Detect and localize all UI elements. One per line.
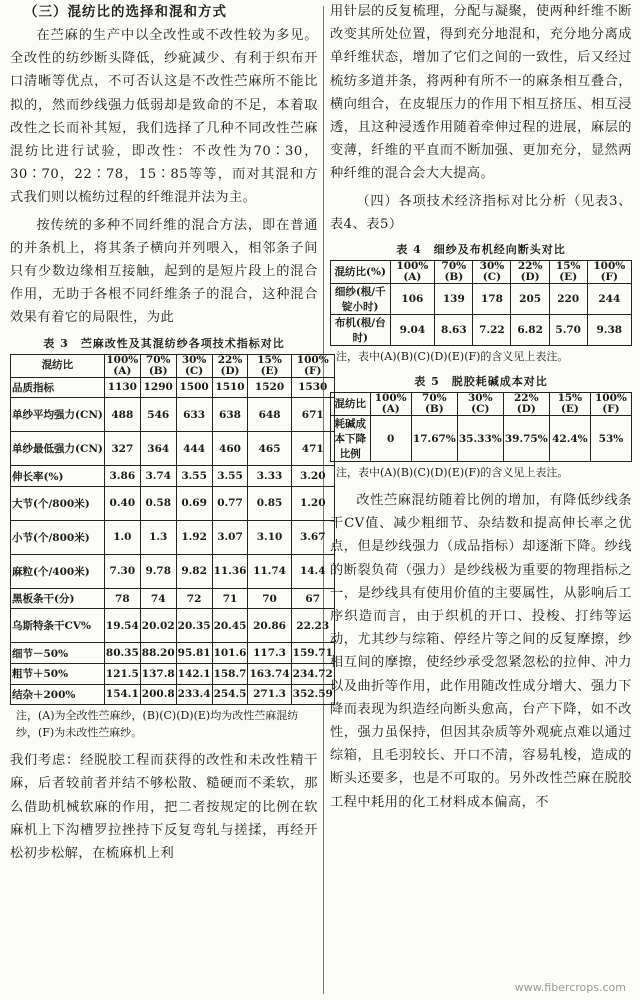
left-column xyxy=(10,0,333,865)
table-cell: 3.33 xyxy=(248,466,291,487)
column-header: 100%(F) xyxy=(291,354,334,377)
table3 xyxy=(10,354,335,706)
table-cell: 20.45 xyxy=(212,609,248,643)
table-cell: 1.0 xyxy=(104,520,140,554)
row-label: 乌斯特条干CV% xyxy=(11,609,105,643)
column-header: 30%(C) xyxy=(473,261,511,284)
table-cell: 17.67% xyxy=(411,416,457,462)
table-cell: 7.30 xyxy=(104,554,140,588)
column-header: 30%(C) xyxy=(457,393,503,416)
row-label: 细纱(根/千锭小时) xyxy=(331,284,391,315)
column-header: 22%(D) xyxy=(511,261,549,284)
table-cell: 67 xyxy=(291,588,334,609)
table-cell: 178 xyxy=(473,284,511,315)
table4-note: 注，表中(A)(B)(C)(D)(E)(F)的含义见上表注。 xyxy=(336,350,569,364)
table-row xyxy=(11,520,335,554)
table4 xyxy=(330,260,632,346)
row-label: 品质指标 xyxy=(11,377,105,398)
table5-caption: 表 5 脱胶耗碱成本对比 xyxy=(414,375,548,389)
table-cell: 3.86 xyxy=(104,466,140,487)
table-cell: 1130 xyxy=(104,377,140,398)
table-cell: 163.74 xyxy=(248,664,291,685)
table-row xyxy=(11,554,335,588)
column-header: 100%(A) xyxy=(390,261,435,284)
table-cell: 20.02 xyxy=(140,609,176,643)
table-cell: 3.55 xyxy=(212,466,248,487)
table-cell: 244 xyxy=(587,284,631,315)
table-cell: 1.20 xyxy=(291,486,334,520)
table-cell: 3.67 xyxy=(291,520,334,554)
table-row xyxy=(11,609,335,643)
table5 xyxy=(330,392,632,462)
table-cell: 159.71 xyxy=(291,643,334,664)
table-cell: 70 xyxy=(248,588,291,609)
table-cell: 78 xyxy=(104,588,140,609)
column-header: 15%(E) xyxy=(549,393,590,416)
column-header: 100%(F) xyxy=(587,261,631,284)
table-cell: 95.81 xyxy=(176,643,212,664)
table-row xyxy=(331,315,632,346)
table-cell: 19.54 xyxy=(104,609,140,643)
table-row xyxy=(331,284,632,315)
row-label: 大节(个/800米) xyxy=(11,486,105,520)
table-cell: 3.74 xyxy=(140,466,176,487)
table-cell: 106 xyxy=(390,284,435,315)
table3-note: 注，(A)为全改性苎麻纱，(B)(C)(D)(E)均为改性苎麻混纺纱，(F)为未改性苎麻纱。 xyxy=(16,709,299,740)
table-cell: 101.6 xyxy=(212,643,248,664)
table-cell: 1290 xyxy=(140,377,176,398)
table5-note: 注，表中(A)(B)(C)(D)(E)(F)的含义见上表注。 xyxy=(336,466,569,480)
column-header: 70%(B) xyxy=(140,354,176,377)
table-cell: 88.20 xyxy=(140,643,176,664)
table-cell: 20.86 xyxy=(248,609,291,643)
right-column xyxy=(330,0,632,814)
table-cell: 39.75% xyxy=(503,416,549,462)
column-header: 15%(E) xyxy=(248,354,291,377)
table4-caption: 表 4 细纱及布机经向断头对比 xyxy=(396,243,566,257)
table-cell: 14.4 xyxy=(291,554,334,588)
table-cell: 633 xyxy=(176,398,212,432)
header-label: 混纺比 xyxy=(331,393,371,416)
column-header: 100%(A) xyxy=(106,353,139,377)
table-cell: 3.20 xyxy=(291,466,334,487)
row-label: 麻粒(个/400米) xyxy=(11,554,105,588)
table-row xyxy=(11,588,335,609)
table-cell: 1500 xyxy=(176,377,212,398)
table-cell: 1.3 xyxy=(140,520,176,554)
table-cell: 200.8 xyxy=(140,684,176,705)
table-cell: 364 xyxy=(140,432,176,466)
table-cell: 352.59 xyxy=(291,684,334,705)
row-label: 黑板条干(分) xyxy=(11,588,105,609)
section-heading-4: （四）各项技术经济指标对比分析（见表3、表4、表5） xyxy=(330,193,632,232)
table-cell: 233.4 xyxy=(176,684,212,705)
table-cell: 638 xyxy=(212,398,248,432)
table-row xyxy=(11,398,335,432)
table-row xyxy=(11,664,335,685)
table-cell: 53% xyxy=(590,416,631,462)
table-header-row xyxy=(11,354,335,377)
table-row xyxy=(11,377,335,398)
column-header: 100%(A) xyxy=(370,393,411,416)
column-header: 15%(E) xyxy=(549,261,587,284)
table-cell: 671 xyxy=(291,398,334,432)
left-paragraph-3: 我们考虑：经脱胶工程而获得的改性和未改性精干麻，后者较前者并结不够松散、糙硬而不柔软，那么借助机械软麻的作用，把二者按规定的比例在软麻机上下沟槽罗拉挫持下反复弯轧与搓揉，再经开松初步松解，在梳麻机上利 xyxy=(10,753,318,862)
table-cell: 648 xyxy=(248,398,291,432)
table-cell: 1.92 xyxy=(176,520,212,554)
table-cell: 271.3 xyxy=(248,684,291,705)
column-header: 100%(F) xyxy=(590,393,631,416)
table-cell: 3.07 xyxy=(212,520,248,554)
table-cell: 0.85 xyxy=(248,486,291,520)
table-cell: 137.8 xyxy=(140,664,176,685)
table-cell: 9.38 xyxy=(587,315,631,346)
table-cell: 9.04 xyxy=(390,315,435,346)
table-cell: 9.82 xyxy=(176,554,212,588)
table-cell: 0 xyxy=(370,416,411,462)
table-row xyxy=(11,466,335,487)
table-cell: 205 xyxy=(511,284,549,315)
table-cell: 7.22 xyxy=(473,315,511,346)
row-label: 单纱最低强力(CN) xyxy=(11,432,105,466)
table-cell: 546 xyxy=(140,398,176,432)
table-cell: 72 xyxy=(176,588,212,609)
table-cell: 74 xyxy=(140,588,176,609)
row-label: 粗节＋50% xyxy=(11,664,105,685)
table-cell: 6.82 xyxy=(511,315,549,346)
table-cell: 9.78 xyxy=(140,554,176,588)
row-label: 伸长率(%) xyxy=(11,466,105,487)
table-header-row xyxy=(331,393,632,416)
table-cell: 20.35 xyxy=(176,609,212,643)
table-cell: 465 xyxy=(248,432,291,466)
header-label: 混纺比(%) xyxy=(331,261,391,284)
column-header: 22%(D) xyxy=(503,393,549,416)
table-cell: 11.74 xyxy=(248,554,291,588)
table-cell: 0.40 xyxy=(104,486,140,520)
table-cell: 8.63 xyxy=(435,315,473,346)
table-cell: 1520 xyxy=(248,377,291,398)
row-label: 细节－50% xyxy=(11,643,105,664)
table-cell: 327 xyxy=(104,432,140,466)
right-paragraph-2: 改性苎麻混纺随着比例的增加，有降低纱线条干CV值、减少粗细节、杂结数和提高伸长率之优点，但是纱线强力（成品指标）却逐渐下降。纱线的断裂负荷（强力）是纱线极为重要的物理指标之一，是纱线具有使用价值的主要属性，从影响后工序织造而言，由于织机的开口、投梭、打纬等运动，尤其纱与综箱、停经片等之间的反复摩擦，纱相互间的摩擦，使经纱承受忽紧忽松的拉伸、冲力以及曲折等作用，此作用随改性成分增大、强力下降而表现为织造经向断头愈高，台产下降，如不改性，强力虽保持，但因其杂质等外观疵点难以通过综箱，且毛羽较长、开口不清，容易轧梭，造成的断头还要多，也是不可取的。另外改性苎麻在脱胶工程中耗用的化工材料成本偏高，不 xyxy=(330,493,632,810)
table-cell: 471 xyxy=(291,432,334,466)
table-cell: 1530 xyxy=(291,377,334,398)
table3-caption: 表 3 苎麻改性及其混纺纱各项技术指标对比 xyxy=(43,336,285,350)
right-paragraph-1: 用针层的反复梳理，分配与凝聚，使两种纤维不断改变其所处位置，得到充分地混和，充分地分离成单纤维状态，增加了它们之间的一致性，后又经过梳纺多道并条，将两种有所不一的麻条相互叠合，横向组合，在皮辊压力的作用下相互挤压、相互浸透，且这种浸透作用随着牵伸过程的进展，麻层的变薄，纤维的平直而不断加强、更加充分，显然两种纤维的混合会大大提高。 xyxy=(330,4,632,182)
table-cell: 460 xyxy=(212,432,248,466)
watermark: www.fibercrops.com xyxy=(514,981,626,994)
table-cell: 234.72 xyxy=(291,664,334,685)
table-cell: 158.7 xyxy=(212,664,248,685)
table-cell: 488 xyxy=(104,398,140,432)
table-cell: 35.33% xyxy=(457,416,503,462)
row-label: 布机(根/台时) xyxy=(331,315,391,346)
table-header-row xyxy=(331,261,632,284)
table-cell: 5.70 xyxy=(549,315,587,346)
table-cell: 42.4% xyxy=(549,416,590,462)
table-cell: 139 xyxy=(435,284,473,315)
table-cell: 220 xyxy=(549,284,587,315)
row-label: 耗碱成本下降比例 xyxy=(331,416,371,462)
column-header: 70%(B) xyxy=(411,393,457,416)
table-row xyxy=(11,643,335,664)
table-cell: 22.23 xyxy=(291,609,334,643)
table-cell: 80.35 xyxy=(104,643,140,664)
row-label: 小节(个/800米) xyxy=(11,520,105,554)
table-cell: 142.1 xyxy=(176,664,212,685)
table-cell: 0.58 xyxy=(140,486,176,520)
table-row xyxy=(11,432,335,466)
table-cell: 117.3 xyxy=(248,643,291,664)
table-cell: 71 xyxy=(212,588,248,609)
table-row xyxy=(11,486,335,520)
table-cell: 11.36 xyxy=(212,554,248,588)
header-label: 混纺比 xyxy=(11,354,105,377)
section-heading-3: （三）混纺比的选择和混和方式 xyxy=(24,4,227,20)
table-cell: 3.10 xyxy=(248,520,291,554)
left-paragraph-2: 按传统的多种不同纤维的混合方法，即在普通的并条机上，将其条子横向并列喂入，相邻条子间只有少数边缘相互接触，起到的是短片段上的混合作用，无助于各根不同纤维条子的混合，这种混合效果有着它的局限性，为此 xyxy=(10,217,318,326)
row-label: 单纱平均强力(CN) xyxy=(11,398,105,432)
table-cell: 444 xyxy=(176,432,212,466)
table-cell: 121.5 xyxy=(104,664,140,685)
table-row xyxy=(331,416,632,462)
left-paragraph-1: 在苎麻的生产中以全改性或不改性较为多见。全改性的纺纱断头降低，纱疵减少、有利于织布开口清晰等优点，不可否认这是不改性苎麻所不能比拟的，然而纱线强力低弱却是致命的不足，本着取改性之长而补其短，我们选择了几种不同改性苎麻混纺比进行试验，即改性：不改性为70∶30，30∶70，22∶78，15∶85等等，而对其混和方式我们则以梳纺过程的纤维混并法为主。 xyxy=(10,28,318,206)
column-header: 22%(D) xyxy=(212,354,248,377)
table-cell: 154.1 xyxy=(104,684,140,705)
table-cell: 254.5 xyxy=(212,684,248,705)
column-header: 70%(B) xyxy=(435,261,473,284)
column-header: 30%(C) xyxy=(176,354,212,377)
table-cell: 3.55 xyxy=(176,466,212,487)
table-cell: 0.69 xyxy=(176,486,212,520)
row-label: 结杂＋200% xyxy=(11,684,105,705)
table-row xyxy=(11,684,335,705)
table-cell: 1510 xyxy=(212,377,248,398)
table-cell: 0.77 xyxy=(212,486,248,520)
